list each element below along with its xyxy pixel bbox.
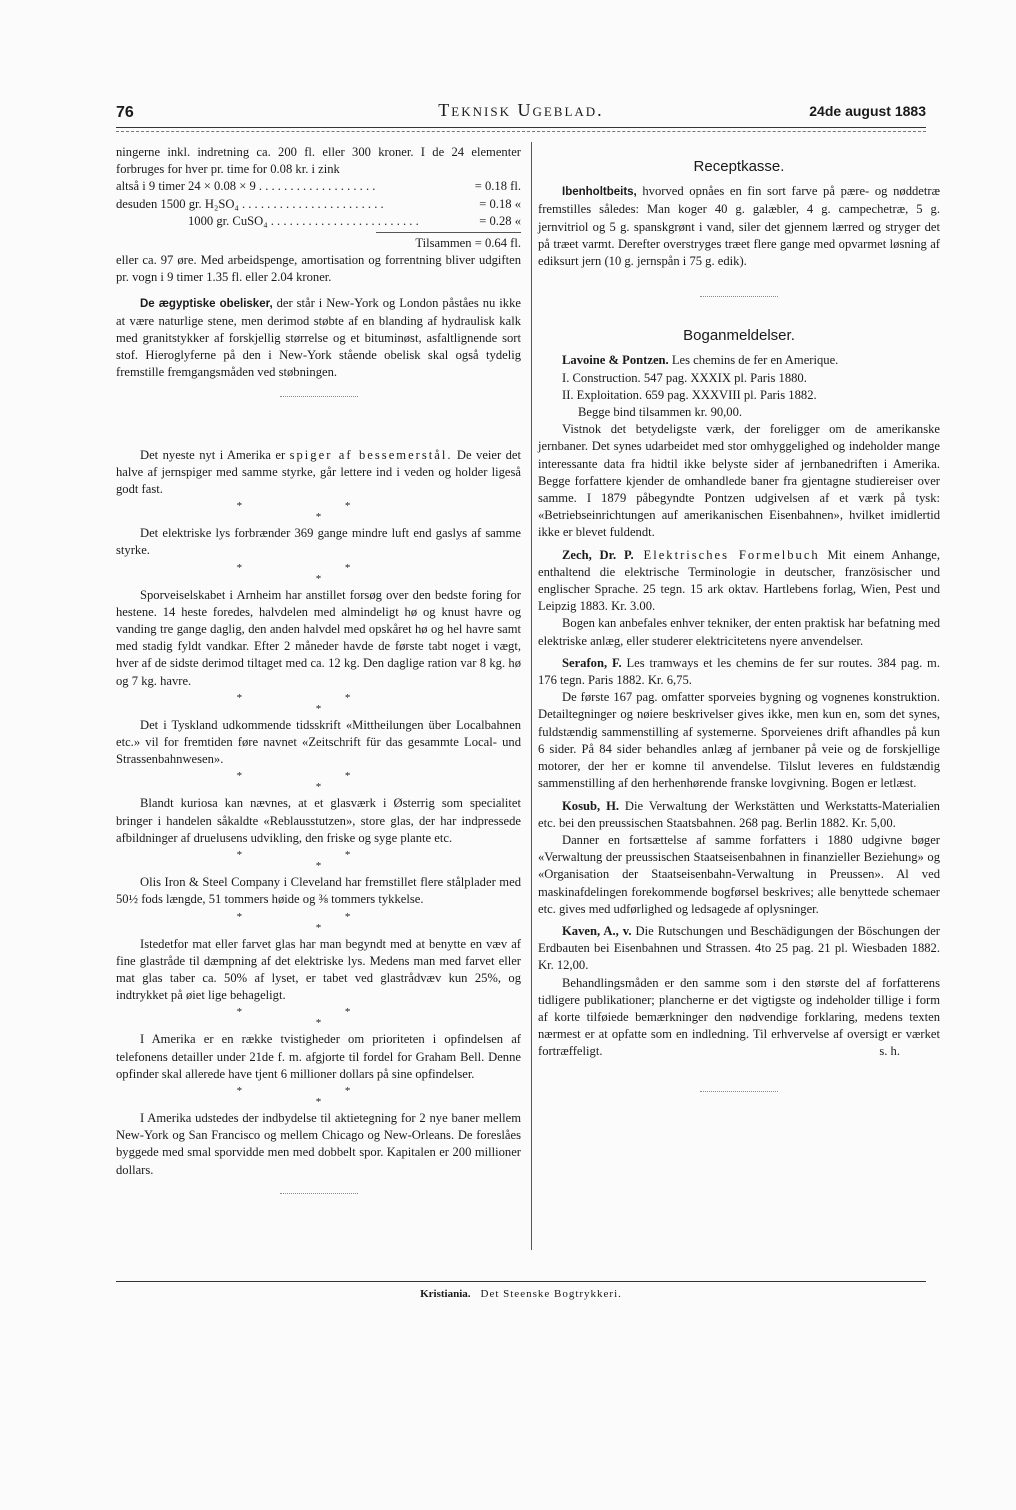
formula-row: 1000 gr. CuSO₄ . . . . . . . . . . . . . . . . . . . . . . . . = 0.28 « bbox=[188, 213, 521, 228]
column-divider bbox=[531, 142, 532, 1250]
separator bbox=[700, 296, 778, 297]
news-item: Istedetfor mat eller farvet glas har man begyndt med at benytte en væv af fine glastråde til dæmpning af det elektriske lys. Medens man med farvet eller mat glas taber ca. 50% af lyset, er tabet ved glastrådvæv kun 25%, og indtrykket på øiet lige behageligt. bbox=[116, 936, 521, 1003]
review-body: Behandlingsmåden er den samme som i den største del af forfatterens tidligere publikationer; plancherne er det vigtigste og indeholder tillige i form af korte tilføiede bemærkninger den nødvendige forklaring, medens texten nærmest er at opfatte som en indledning. Til erhvervelse af oversigt er værket fortræffeligt. s. h. bbox=[538, 975, 940, 1061]
separator bbox=[280, 396, 358, 397]
header-rule bbox=[116, 127, 926, 128]
recipe-paragraph: Ibenholtbeits, hvorved opnåes en fin sort farve på pære- og nøddetræ fremstilles således: Man koger 40 g. galæbler, 4 g. campechetræ, 5 g. jernvitriol og 5 g. spanskgrønt i vand, siler det gjennem lærred og stryger det på træet varmt. Derefter overstryges træet flere gange med opvarmet løsning af ediksurt jern (10 g. jernspån i 75 g. edik). bbox=[538, 184, 940, 269]
asterism: * * * bbox=[236, 1084, 401, 1108]
review-body: Bogen kan anbefales enhver tekniker, der enten praktisk har befatning med elektriske anlæg, eller studerer elektricitetens nyere anvendelser. bbox=[538, 616, 940, 648]
formula-row: desuden 1500 gr. H₂SO₄ . . . . . . . . . . . . . . . . . . . . . . . = 0.18 « bbox=[116, 196, 521, 211]
review-body: Vistnok det betydeligste værk, der foreligger om de amerikanske jernbaner. Det synes udarbeidet med stor omhyggelighed og indeholder mange interessante data fra hidtil ikke belyste sider af jernbanedriften i Amerika. Begge forfattere kjender de omhandlede baner fra gjentagne studiereiser over samme. I 1879 påbegyndte Pontzen udgivelsen af et værk på tysk: «Betriebseinrichtungen auf amerikanischen Eisenbahnen», hvilket imidlertid ikke er blevet fuldendt. bbox=[538, 422, 940, 540]
review-entry: Kaven, A., v. Die Rutschungen und Beschädigungen der Böschungen der Erdbauten bei Eisenbahnen und Strassen. 4to 25 pag. 21 pl. Wiesbaden 1882. Kr. 12,00. bbox=[538, 923, 940, 973]
asterism: * * * bbox=[236, 561, 401, 585]
review-body: Danner en fortsættelse af samme forfatters i 1880 udgivne bøger «Verwaltung der preussischen Staatseisenbahnen in finanzieller Beziehung» og «Organisation der Staatseisenbahn-Verwaltung in Preussen». Al ved maskinafdelingen forekommende bogførsel beskrives; alle benyttede schemaer etc. gives med udførlighed og ledsagede af oplysninger. bbox=[538, 832, 940, 916]
issue-date: 24de august 1883 bbox=[809, 103, 926, 119]
news-item: Blandt kuriosa kan nævnes, at et glasværk i Østerrig som specialitet bringer i handelen såkaldte «Reblausstutzen», store glas, der har indpressede afbildninger af druelusens udvikling, den friske og syge plante etc. bbox=[116, 796, 521, 845]
imprint bbox=[116, 1288, 926, 1300]
asterism: * * * bbox=[236, 849, 401, 873]
asterism: * * * bbox=[236, 500, 401, 524]
formula-row: altså i 9 timer 24 × 0.08 × 9 . . . . . . . . . . . . . . . . . . . = 0.18 fl. bbox=[116, 179, 521, 194]
news-item: I Amerika er en række tvistigheder om prioriteten i opfindelsen af telefonens detailler under 21de f. m. afgjorte til fordel for Graham Bell. Denne opfinder skal allerede have tjent 6 millioner dollars på sine opfindelser. bbox=[116, 1032, 521, 1081]
review-entry: Zech, Dr. P. Elektrisches Formelbuch Mit einem Anhange, enthaltend die elektrische Terminologie in deutscher, französischer und englischer Sprache. 25 tegn. 15 ark oktav. Hartlebens forlag, Wien, Pest und Leipzig 1883. Kr. 3.00. bbox=[538, 547, 941, 614]
formula-total: Tilsammen = 0.64 fl. bbox=[376, 232, 521, 252]
review-line: Begge bind tilsammen kr. 90,00. bbox=[578, 405, 743, 420]
review-line: I. Construction. 547 pag. XXXIX pl. Paris 1880. bbox=[562, 370, 807, 385]
review-entry: Serafon, F. Les tramways et les chemins de fer sur routes. 384 pag. m. 176 tegn. Paris 1882. Kr. 6,75. bbox=[538, 655, 940, 688]
obelisk-paragraph: De ægyptiske obelisker, der står i New-York og London påståes nu ikke at være naturlige stene, men derimod støbte af en blanding af hydraulisk kalk med granitstykker af forskjellig størrelse og et bituminøst, asfaltlignende sort stof. Hieroglyferne på den i New-York stående obelisk skal også tydelig fremstille fremgangsmåden ved støbningen. bbox=[116, 295, 521, 380]
review-line: II. Exploitation. 659 pag. XXXVIII pl. Paris 1882. bbox=[562, 387, 817, 402]
news-item: Sporveiselskabet i Arnheim har anstillet forsøg over den bedste foring for hestene. 14 heste foredes, halvdelen med almindeligt hø og knust havre og vanding tre gange daglig, den anden halvdel med opskåret hø og hel havre samt med stadig fyldt vandkar. Efter 2 måneder havde de første tabt noget i vægt, hver af de sidste derimod tiltaget med ca. 12 kg. Den daglige ration var 8 kg. hø og 7 kg. havre. bbox=[116, 587, 521, 688]
news-item: Det nyeste nyt i Amerika er spiger af bessemerstål. De veier det halve af jernspiger med samme styrke, går lettere ind i veden og holder ligeså godt fast. bbox=[116, 447, 521, 497]
imprint-city: Kristiania. bbox=[420, 1288, 471, 1300]
page-number: 76 bbox=[116, 104, 134, 121]
section-title-receptkasse: Receptkasse. bbox=[693, 158, 785, 175]
paragraph: eller ca. 97 øre. Med arbeidspenge, amortisation og forrentning bliver udgiften pr. vogn i 9 timer 1.35 fl. eller 2.04 kroner. bbox=[116, 253, 521, 285]
right-column bbox=[538, 144, 940, 1108]
news-item: I Amerika udstedes der indbydelse til aktietegning for 2 nye baner mellem New-York og San Francisco og mellem Chicago og New-Orleans. De foreslåes byggede med smal sporvidde men med dobbelt spor. Kapitalen er 200 millioner dollars. bbox=[116, 1110, 521, 1177]
review-entry: Kosub, H. Die Verwaltung der Werkstätten und Werkstatts-Materialien etc. bei den preussischen Staatsbahnen. 268 pag. Berlin 1882. Kr. 5,00. bbox=[538, 798, 940, 830]
header-rule-dashed bbox=[116, 131, 926, 132]
news-item: Olis Iron & Steel Company i Cleveland har fremstillet flere stålplader med 50½ fods længde, 51 tommers høide og ⅜ tommers tykkelse. bbox=[116, 875, 521, 907]
paragraph: ningerne inkl. indretning ca. 200 fl. eller 300 kroner. I de 24 elementer forbruges for hver pr. time for 0.08 kr. i zink bbox=[116, 145, 521, 177]
footer-rule bbox=[116, 1281, 926, 1282]
separator bbox=[700, 1091, 778, 1092]
run-in-heading: De ægyptiske obelisker, bbox=[140, 297, 273, 310]
left-column bbox=[116, 144, 521, 1210]
page-header bbox=[116, 98, 926, 126]
reviewer-signature: s. h. bbox=[879, 1044, 900, 1059]
review-entry: Lavoine & Pontzen. Les chemins de fer en Amerique. bbox=[562, 353, 839, 368]
review-body: De første 167 pag. omfatter sporveies bygning og vognenes konstruktion. Detailtegninger og nøiere beskrivelser gives ikke, men kun en, som det synes, fuldstændig sammenstilling af systemerne. Sporveienes drift afhandles på kun 6 sider. På 84 sider behandles anlæg af jernbaner på veie og de forskjellige motorer, der her er komne til anvendelse. Tilslut leveres en fuldstændig sammenstilling af den herhenhørende franske lovgivning. Bogen er letlæst. bbox=[538, 690, 940, 791]
asterism: * * * bbox=[236, 691, 401, 715]
news-item: Det elektriske lys forbrænder 369 gange mindre luft end gaslys af samme styrke. bbox=[116, 526, 521, 558]
run-in-heading: Ibenholtbeits, bbox=[562, 186, 637, 199]
journal-title: Teknisk Ugeblad. bbox=[438, 100, 604, 120]
news-item: Det i Tyskland udkommende tidsskrift «Mittheilungen über Localbahnen etc.» vil for fremtiden føre navnet «Zeitschrift für das gesammte Local- und Strassenbahnwesen». bbox=[116, 717, 521, 767]
separator bbox=[280, 1193, 358, 1194]
section-title-boganmeldelser: Boganmeldelser. bbox=[683, 327, 795, 345]
imprint-printer: Det Steenske Bogtrykkeri. bbox=[480, 1288, 622, 1300]
asterism: * * * bbox=[236, 770, 401, 794]
asterism: * * * bbox=[236, 1006, 401, 1030]
asterism: * * * bbox=[236, 910, 401, 934]
